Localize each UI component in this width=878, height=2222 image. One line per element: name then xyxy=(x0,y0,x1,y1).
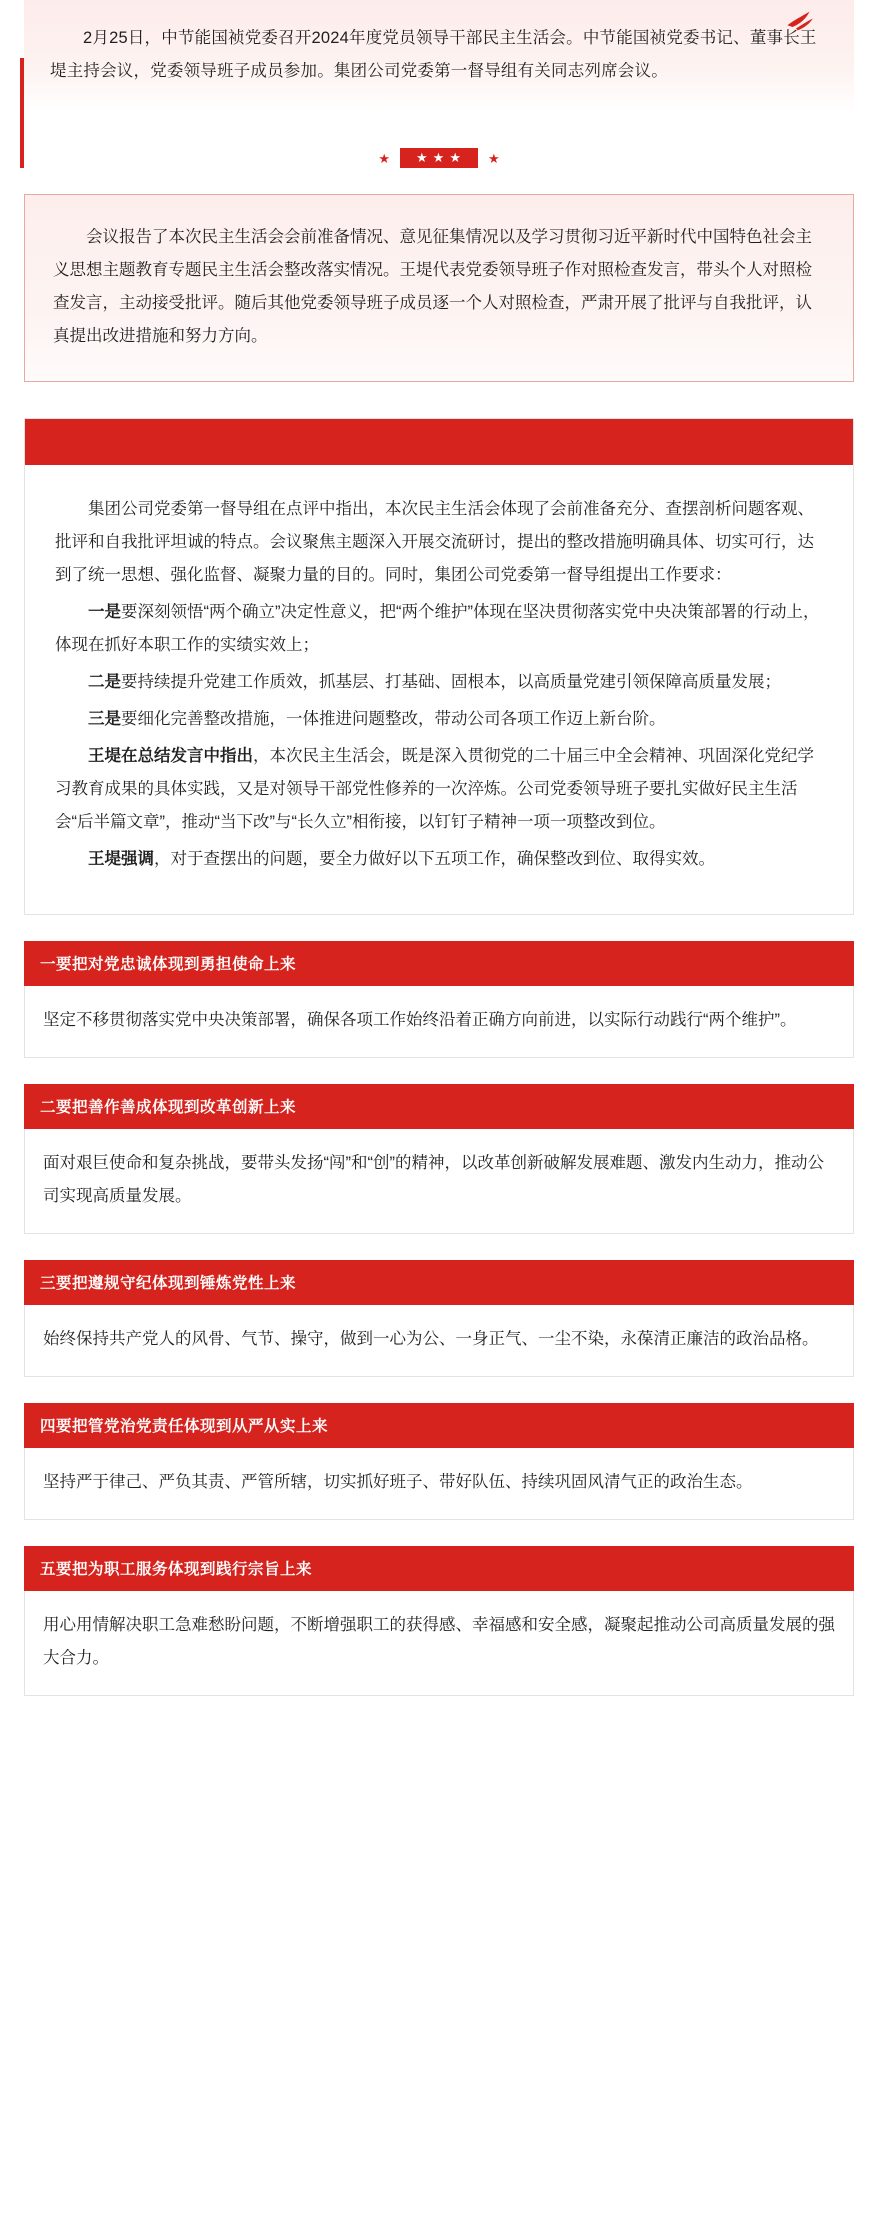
section-4-title: 四要把管党治党责任体现到从严从实上来 xyxy=(24,1403,854,1448)
section-1-text: 坚定不移贯彻落实党中央决策部署，确保各项工作始终沿着正确方向前进，以实际行动践行“两个维护”。 xyxy=(24,986,854,1058)
body-red-header xyxy=(25,419,853,465)
section-3 xyxy=(24,1260,854,1377)
section-3-title: 三要把遵规守纪体现到锤炼党性上来 xyxy=(24,1260,854,1305)
section-2-title: 二要把善作善成体现到改革创新上来 xyxy=(24,1084,854,1129)
star-right-icon: ★ xyxy=(487,150,500,166)
body-paragraph-6: 王堤强调，对于查摆出的问题，要全力做好以下五项工作，确保整改到位、取得实效。 xyxy=(88,850,715,868)
body-paragraph-3: 二是要持续提升党建工作质效，抓基层、打基础、固根本，以高质量党建引领保障高质量发展； xyxy=(88,673,781,691)
section-1-title: 一要把对党忠诚体现到勇担使命上来 xyxy=(24,941,854,986)
section-4-text: 坚持严于律己、严负其责、严管所辖，切实抓好班子、带好队伍、持续巩固风清气正的政治生态。 xyxy=(24,1448,854,1520)
star-left-icon: ★ xyxy=(378,150,391,166)
section-5 xyxy=(24,1546,854,1696)
body-paragraph-1: 集团公司党委第一督导组在点评中指出，本次民主生活会体现了会前准备充分、查摆剖析问题客观、批评和自我批评坦诚的特点。会议聚焦主题深入开展交流研讨，提出的整改措施明确具体、切实可行，达到了统一思想、强化监督、凝聚力量的目的。同时，集团公司党委第一督导组提出工作要求： xyxy=(55,500,814,584)
body-paragraph-2: 一是要深刻领悟“两个确立”决定性意义，把“两个维护”体现在坚决贯彻落实党中央决策部署的行动上，体现在抓好本职工作的实绩实效上； xyxy=(55,603,820,654)
section-5-text: 用心用情解决职工急难愁盼问题，不断增强职工的获得感、幸福感和安全感，凝聚起推动公司高质量发展的强大合力。 xyxy=(24,1591,854,1696)
bird-icon xyxy=(784,8,818,34)
star-box-icon: ★★★ xyxy=(400,148,478,168)
section-4 xyxy=(24,1403,854,1520)
intro-paragraph: 2月25日，中节能国祯党委召开2024年度党员领导干部民主生活会。中节能国祯党委书记、董事长王堤主持会议，党委领导班子成员参加。集团公司党委第一督导组有关同志列席会议。 xyxy=(50,29,817,80)
summary-block xyxy=(24,194,854,382)
section-5-title: 五要把为职工服务体现到践行宗旨上来 xyxy=(24,1546,854,1591)
accent-bar xyxy=(20,58,24,168)
body-paragraph-5: 王堤在总结发言中指出，本次民主生活会，既是深入贯彻党的二十届三中全会精神、巩固深化党纪学习教育成果的具体实践，又是对领导干部党性修养的一次淬炼。公司党委领导班子要扎实做好民主生活会“后半篇文章”，推动“当下改”与“长久立”相衔接，以钉钉子精神一项一项整改到位。 xyxy=(55,747,814,831)
star-divider xyxy=(0,148,878,168)
body-content xyxy=(25,465,853,914)
body-paragraph-4: 三是要细化完善整改措施，一体推进问题整改，带动公司各项工作迈上新台阶。 xyxy=(88,710,666,728)
section-2-text: 面对艰巨使命和复杂挑战，要带头发扬“闯”和“创”的精神，以改革创新破解发展难题、激发内生动力，推动公司实现高质量发展。 xyxy=(24,1129,854,1234)
summary-paragraph: 会议报告了本次民主生活会会前准备情况、意见征集情况以及学习贯彻习近平新时代中国特色社会主义思想主题教育专题民主生活会整改落实情况。王堤代表党委领导班子作对照检查发言，带头个人对照检查发言，主动接受批评。随后其他党委领导班子成员逐一个人对照检查，严肃开展了批评与自我批评，认真提出改进措施和努力方向。 xyxy=(53,228,812,345)
section-1 xyxy=(24,941,854,1058)
section-2 xyxy=(24,1084,854,1234)
section-3-text: 始终保持共产党人的风骨、气节、操守，做到一心为公、一身正气、一尘不染，永葆清正廉洁的政治品格。 xyxy=(24,1305,854,1377)
main-body-block xyxy=(24,418,854,915)
intro-block xyxy=(24,0,854,114)
